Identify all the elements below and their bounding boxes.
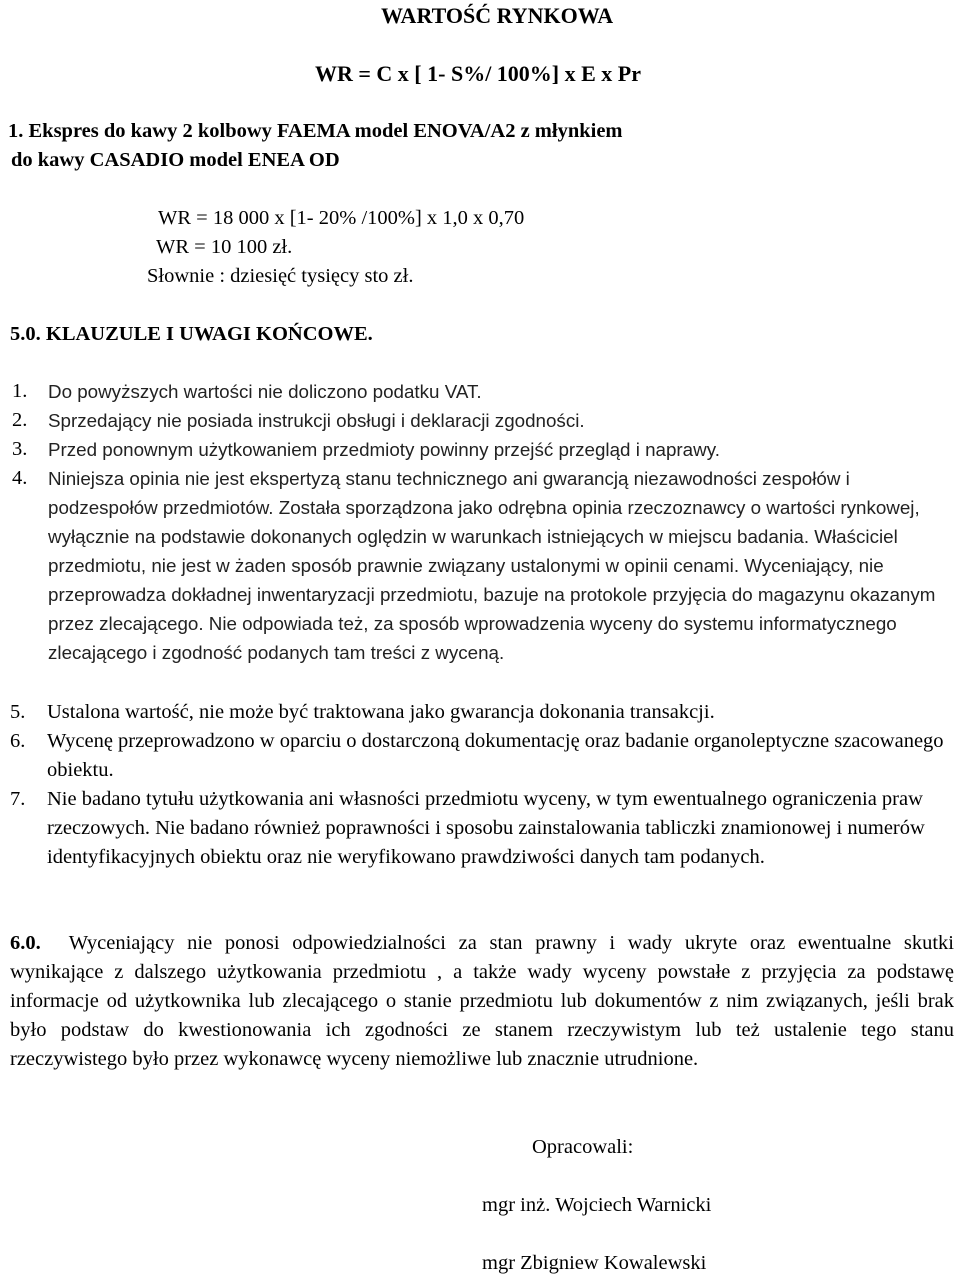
clause-item bbox=[10, 435, 950, 464]
clause-text: Do powyższych wartości nie doliczono podatku VAT. bbox=[48, 381, 482, 402]
clause-number: 2. bbox=[12, 409, 28, 431]
clause-item bbox=[10, 406, 950, 435]
clause-number: 6. bbox=[10, 730, 26, 752]
calculation-in-words: Słownie : dziesięć tysięcy sto zł. bbox=[147, 265, 414, 287]
clause-text: Nie badano tytułu użytkowania ani własności przedmiotu wyceny, w tym ewentualnego ograniczenia praw rzeczowych. Nie badano również poprawności i sposobu zainstalowania tabliczki znamionowej i numerów identyfikacyjnych obiektu oraz nie weryfikowano prawdziwości danych tam podanych. bbox=[47, 788, 925, 868]
signatures-heading: Opracowali: bbox=[532, 1136, 634, 1158]
section5-heading: 5.0. KLAUZULE I UWAGI KOŃCOWE. bbox=[10, 323, 373, 345]
clause-item bbox=[10, 785, 950, 872]
clause-text: Ustalona wartość, nie może być traktowana jako gwarancja dokonania transakcji. bbox=[47, 701, 715, 723]
clause-item bbox=[10, 377, 950, 406]
clause-text: Wycenę przeprowadzono w oparciu o dostarczoną dokumentację oraz badanie organoleptyczne szacowanego obiektu. bbox=[47, 730, 944, 781]
clause-text: Przed ponownym użytkowaniem przedmioty powinny przejść przegląd i naprawy. bbox=[48, 439, 720, 460]
clauses-list-a bbox=[10, 377, 950, 667]
clause-text: Niniejsza opinia nie jest ekspertyzą stanu technicznego ani gwarancją niezawodności zespołów i podzespołów przedmiotów. Została sporządzona jako odrębna opinia rzeczoznawcy o wartości rynkowej, wyłącznie na podstawie dokonanych oględzin w warunkach istniejących w miejscu badania. Właściciel przedmiotu, nie jest w żaden sposób prawnie związany ustalonymi w opinii cenami. Wyceniający, nie przeprowadza dokładnej inwentaryzacji przedmiotu, bazuje na protokole przyjęcia do magazynu okazanym przez zlecającego. Nie odpowiada też, za sposób wprowadzenia wyceny do systemu informatycznego zlecającego i zgodność podanych tam treści z wyceną. bbox=[48, 468, 936, 663]
valuation-formula: WR = C x [ 1- S%/ 100%] x E x Pr bbox=[315, 61, 642, 86]
item-description-line2: do kawy CASADIO model ENEA OD bbox=[11, 149, 340, 171]
calculation-line1: WR = 18 000 x [1- 20% /100%] x 1,0 x 0,70 bbox=[158, 207, 525, 229]
signatory-2: mgr Zbigniew Kowalewski bbox=[482, 1252, 707, 1274]
section6-paragraph bbox=[10, 929, 954, 1074]
clause-item bbox=[10, 464, 950, 667]
clause-number: 1. bbox=[12, 380, 28, 402]
clauses-list-b bbox=[10, 698, 950, 872]
clause-number: 7. bbox=[10, 788, 26, 810]
clause-number: 4. bbox=[12, 467, 28, 489]
clause-number: 3. bbox=[12, 438, 28, 460]
document-title: WARTOŚĆ RYNKOWA bbox=[381, 3, 614, 28]
clause-item bbox=[10, 698, 950, 727]
section6-label: 6.0. bbox=[10, 932, 41, 954]
signatory-1: mgr inż. Wojciech Warnicki bbox=[482, 1194, 712, 1216]
clause-number: 5. bbox=[10, 701, 26, 723]
calculation-result: WR = 10 100 zł. bbox=[156, 236, 293, 258]
clause-item bbox=[10, 727, 950, 785]
section6-text: Wyceniający nie ponosi odpowiedzialności za stan prawny i wady ukryte oraz ewentualne skutki wynikające z dalszego użytkowania przedmiotu , a także wady wyceny powstałe z przyjęcia za podstawę informacje od użytkownika lub zlecającego o stanie przedmiotu lub dokumentów z nim związanych, jeśli brak było podstaw do kwestionowania ich zgodności ze stanem rzeczywistym lub też ustalenie tego stanu rzeczywistego było przez wykonawcę wyceny niemożliwe lub znacznie utrudnione. bbox=[10, 932, 954, 1070]
item-description-line1: 1. Ekspres do kawy 2 kolbowy FAEMA model ENOVA/A2 z młynkiem bbox=[8, 120, 623, 142]
clause-text: Sprzedający nie posiada instrukcji obsługi i deklaracji zgodności. bbox=[48, 410, 585, 431]
